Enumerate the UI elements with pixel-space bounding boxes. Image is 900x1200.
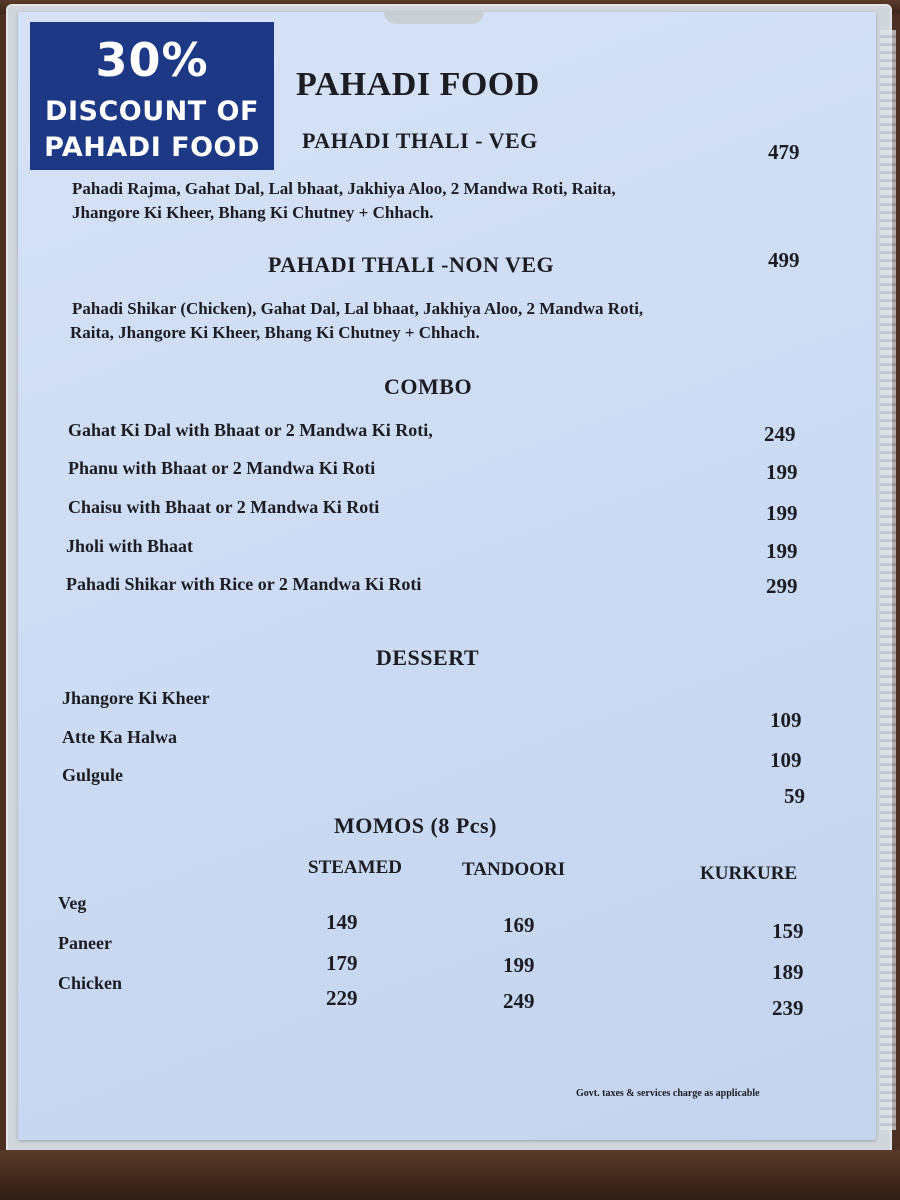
combo-item-price: 249 [764, 422, 796, 446]
combo-item-name: Chaisu with Bhaat or 2 Mandwa Ki Roti [68, 497, 380, 517]
thali-nonveg-name: PAHADI THALI -NON VEG [268, 252, 555, 277]
momos-price-chicken-kurkure: 239 [772, 996, 804, 1020]
dessert-item-price: 109 [770, 748, 802, 772]
momos-col-steamed: STEAMED [308, 857, 402, 878]
discount-line-2: PAHADI FOOD [44, 132, 260, 163]
momos-price-paneer-kurkure: 189 [772, 960, 804, 984]
thali-veg-desc-line-2: Jhangore Ki Kheer, Bhang Ki Chutney + Chhach. [72, 203, 434, 222]
sleeve-edge [880, 30, 896, 1130]
thali-nonveg-desc-line-1: Pahadi Shikar (Chicken), Gahat Dal, Lal bhaat, Jakhiya Aloo, 2 Mandwa Roti, [72, 299, 644, 318]
momos-row-name: Veg [58, 893, 87, 913]
thali-nonveg-price: 499 [768, 248, 800, 272]
thali-veg-price: 479 [768, 140, 800, 164]
momos-price-chicken-steamed: 229 [326, 986, 358, 1010]
tax-note: Govt. taxes & services charge as applicable [576, 1088, 760, 1099]
dessert-item-name: Atte Ka Halwa [62, 727, 177, 747]
menu-cover-bottom [0, 1150, 900, 1200]
momos-price-paneer-tandoori: 199 [503, 953, 535, 977]
combo-item-price: 199 [766, 501, 798, 525]
dessert-heading: DESSERT [376, 645, 479, 670]
sleeve-clip [384, 12, 484, 24]
combo-heading: COMBO [384, 374, 473, 399]
momos-price-chicken-tandoori: 249 [503, 989, 535, 1013]
thali-veg-desc-line-1: Pahadi Rajma, Gahat Dal, Lal bhaat, Jakhiya Aloo, 2 Mandwa Roti, Raita, [72, 179, 616, 198]
dessert-item-price: 109 [770, 708, 802, 732]
discount-percent: 30% [95, 33, 209, 87]
thali-nonveg-desc-line-2: Raita, Jhangore Ki Kheer, Bhang Ki Chutney + Chhach. [70, 323, 480, 342]
combo-item-name: Phanu with Bhaat or 2 Mandwa Ki Roti [68, 458, 376, 478]
momos-heading: MOMOS (8 Pcs) [334, 813, 497, 838]
momos-price-veg-tandoori: 169 [503, 913, 535, 937]
dessert-item-price: 59 [784, 784, 805, 808]
momos-row-name: Chicken [58, 973, 123, 993]
momos-price-paneer-steamed: 179 [326, 951, 358, 975]
combo-item-name: Gahat Ki Dal with Bhaat or 2 Mandwa Ki Roti, [68, 420, 433, 440]
discount-badge [30, 22, 274, 170]
momos-row-name: Paneer [58, 933, 112, 953]
discount-line-1: DISCOUNT OF [45, 96, 259, 127]
momos-col-kurkure: KURKURE [700, 863, 798, 884]
combo-item-name: Pahadi Shikar with Rice or 2 Mandwa Ki Roti [66, 574, 422, 594]
dessert-item-name: Gulgule [62, 765, 124, 785]
combo-item-price: 199 [766, 539, 798, 563]
combo-item-price: 199 [766, 460, 798, 484]
combo-item-price: 299 [766, 574, 798, 598]
dessert-item-name: Jhangore Ki Kheer [62, 688, 210, 708]
thali-veg-name: PAHADI THALI - VEG [302, 128, 538, 153]
combo-item-name: Jholi with Bhaat [66, 536, 194, 556]
momos-price-veg-steamed: 149 [326, 910, 358, 934]
momos-price-veg-kurkure: 159 [772, 919, 804, 943]
momos-col-tandoori: TANDOORI [462, 859, 566, 880]
menu-title: PAHADI FOOD [296, 66, 540, 103]
